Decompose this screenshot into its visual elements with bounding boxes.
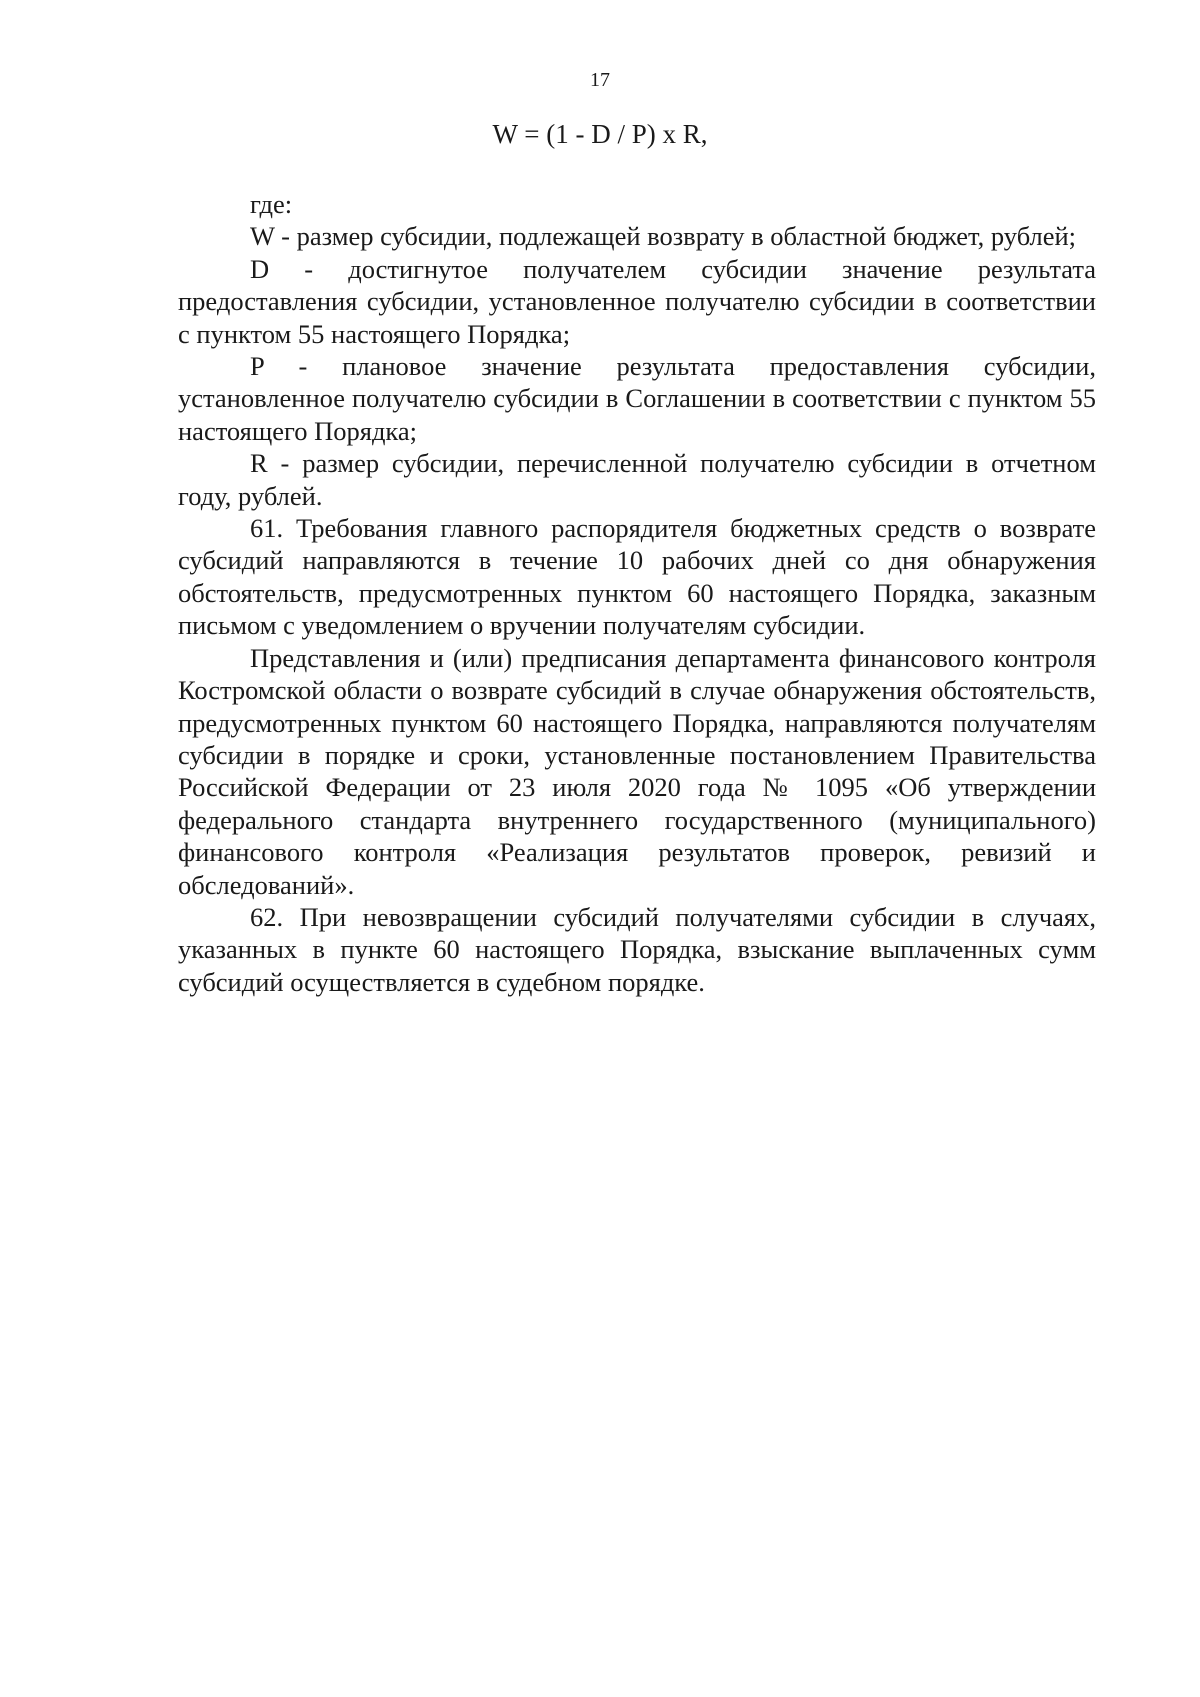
paragraph-w-definition: W - размер субсидии, подлежащей возврату в областной бюджет, рублей; bbox=[250, 221, 1077, 252]
document-body bbox=[178, 188, 1096, 998]
paragraph-p-definition: P - плановое значение результата предоставления субсидии, установленное получателю субсидии в Соглашении в соответствии с пунктом 55 настоящего Порядка; bbox=[178, 351, 1096, 446]
paragraph-representations: Представления и (или) предписания департамента финансового контроля Костромской области о возврате субсидий в случае обнаружения обстоятельств, предусмотренных пунктом 60 настоящего Порядка, направляются получателям субсидии в порядке и сроки, установленные постановлением Правительства Российской Федерации от 23 июля 2020 года № 1095 «Об утверждении федерального стандарта внутреннего государственного (муниципального) финансового контроля «Реализация результатов проверок, ревизий и обследований». bbox=[178, 642, 1096, 900]
formula: W = (1 - D / P) x R, bbox=[492, 119, 708, 149]
paragraph-61: 61. Требования главного распорядителя бюджетных средств о возврате субсидий направляются в течение 10 рабочих дней со дня обнаружения обстоятельств, предусмотренных пунктом 60 настоящего Порядка, заказным письмом с уведомлением о вручении получателям субсидии. bbox=[178, 513, 1096, 641]
paragraph-d-definition: D - достигнутое получателем субсидии значение результата предоставления субсидии, установленное получателю субсидии в соответствии с пунктом 55 настоящего Порядка; bbox=[178, 253, 1096, 349]
paragraph-where: где: bbox=[250, 189, 293, 219]
paragraph-r-definition: R - размер субсидии, перечисленной получателю субсидии в отчетном году, рублей. bbox=[178, 448, 1096, 511]
page-number: 17 bbox=[590, 69, 610, 91]
paragraph-62: 62. При невозвращении субсидий получателями субсидии в случаях, указанных в пункте 60 настоящего Порядка, взыскание выплаченных сумм субсидий осуществляется в судебном порядке. bbox=[178, 901, 1096, 997]
